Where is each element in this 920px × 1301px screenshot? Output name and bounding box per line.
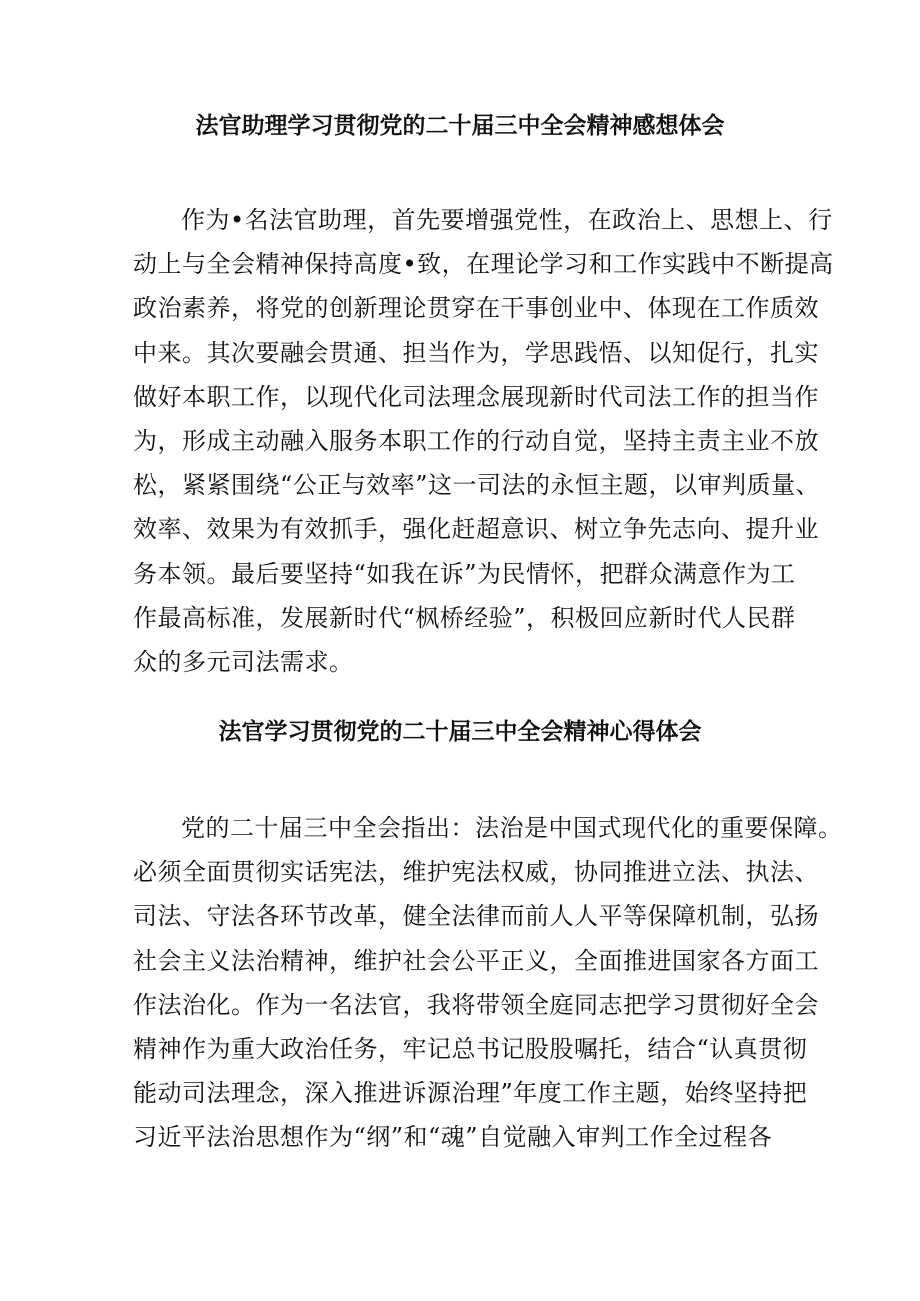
section-2-paragraph [133,806,843,1160]
paragraph-line: 作为•名法官助理，首先要增强党性，在政治上、思想上、行 [181,206,833,234]
paragraph-line: 众的多元司法需求。 [133,647,354,676]
paragraph-line: 习近平法治思想作为“纲”和“魂”自觉融入审判工作全过程各 [133,1123,773,1152]
paragraph-line: 党的二十届三中全会指出：法治是中国式现代化的重要保障。 [181,814,843,842]
section-2-title: 法官学习贯彻党的二十届三中全会精神心得体会 [218,719,702,745]
paragraph-line: 社会主义法治精神，维护社会公平正义，全面推进国家各方面工 [133,946,819,975]
paragraph-line: 政治素养，将党的创新理论贯穿在干事创业中、体现在工作质效 [133,294,819,323]
paragraph-line: 作法治化。作为一名法官，我将带领全庭同志把学习贯彻好全会 [133,990,819,1019]
paragraph-line: 效率、效果为有效抓手，强化赶超意识、树立争先志向、提升业 [133,515,819,544]
paragraph-line: 作最高标准，发展新时代“枫桥经验”，积极回应新时代人民群 [133,603,796,632]
section-1-title: 法官助理学习贯彻党的二十届三中全会精神感想体会 [195,113,725,139]
paragraph-line: 做好本职工作，以现代化司法理念展现新时代司法工作的担当作 [133,382,819,411]
paragraph-line: 松，紧紧围绕“公正与效率”这一司法的永恒主题，以审判质量、 [133,471,821,500]
paragraph-line: 司法、守法各环节改革，健全法律而前人人平等保障机制，弘扬 [133,902,819,931]
paragraph-line: 必须全面贯彻实话宪法，维护宪法权威，协同推进立法、执法、 [133,858,819,887]
paragraph-line: 为，形成主动融入服务本职工作的行动自觉，坚持主责主业不放 [133,426,819,455]
paragraph-line: 动上与全会精神保持高度•致，在理论学习和工作实践中不断提高 [133,250,834,279]
paragraph-line: 精神作为重大政治任务，牢记总书记股股嘱托，结合“认真贯彻 [133,1034,808,1063]
section-1-paragraph [133,198,834,684]
paragraph-line: 务本领。最后要坚持“如我在诉”为民情怀，把群众满意作为工 [133,559,796,588]
paragraph-line: 中来。其次要融会贯通、担当作为，学思践悟、以知促行，扎实 [133,338,819,367]
paragraph-line: 能动司法理念，深入推进诉源治理”年度工作主题，始终坚持把 [133,1079,808,1108]
